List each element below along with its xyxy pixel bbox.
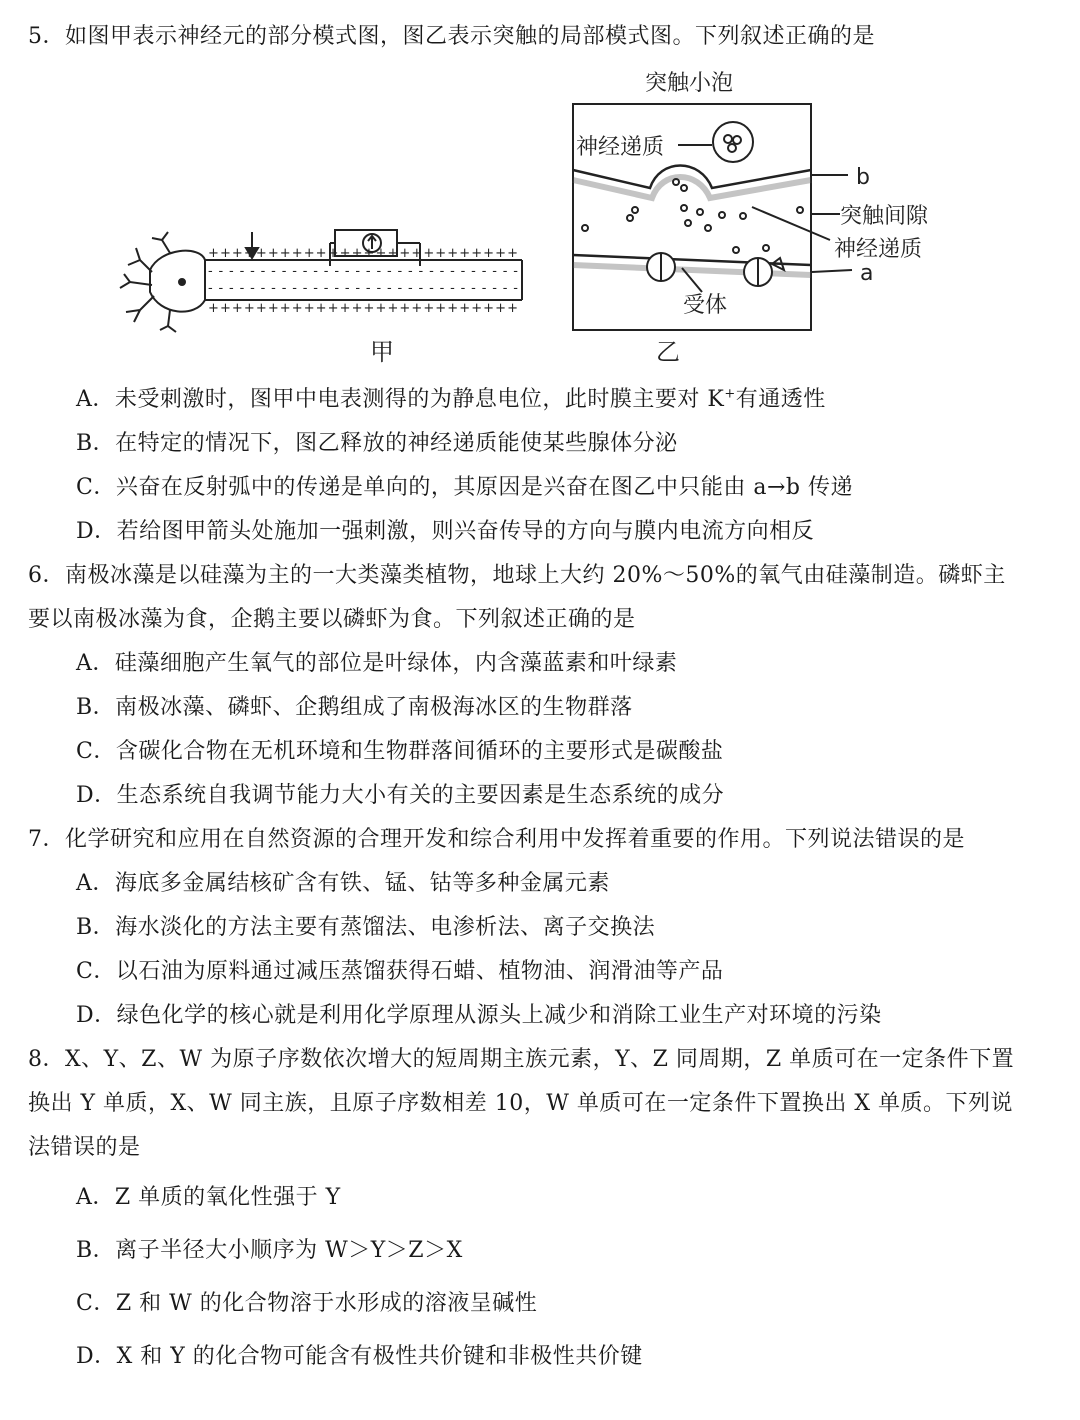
q7-option-c: C．以石油为原料通过减压蒸馏获得石蜡、植物油、润滑油等产品 xyxy=(76,959,724,984)
q7-stem: 7．化学研究和应用在自然资源的合理开发和综合利用中发挥着重要的作用。下列说法错误的是 xyxy=(28,827,966,852)
svg-text:- - - - - - - - - - - - - - -: - - - - - - - - - - - - - - - - - - - - - - - - - - - - - - xyxy=(208,264,518,279)
q6-option-d: D．生态系统自我调节能力大小有关的主要因素是生态系统的成分 xyxy=(76,783,725,808)
q6-option-c: C．含碳化合物在无机环境和生物群落间循环的主要形式是碳酸盐 xyxy=(76,739,724,764)
q8-option-a: A．Z 单质的氧化性强于 Y xyxy=(76,1185,341,1210)
membrane-charges-jia xyxy=(208,246,518,316)
svg-text:- - - - - - - - - - - - - - -: - - - - - - - - - - - - - - - - - - - - - - - - - - - - - - xyxy=(208,281,518,296)
q6-option-a: A．硅藻细胞产生氧气的部位是叶绿体，内含藻蓝素和叶绿素 xyxy=(76,651,678,676)
q6-stem-line2: 要以南极冰藻为食，企鹅主要以磷虾为食。下列叙述正确的是 xyxy=(28,607,636,632)
vesicle-label: 突触小泡 xyxy=(645,71,734,96)
q8-option-d: D．X 和 Y 的化合物可能含有极性共价键和非极性共价键 xyxy=(76,1344,643,1369)
q5-option-b: B．在特定的情况下，图乙释放的神经递质能使某些腺体分泌 xyxy=(76,431,678,456)
q7-option-a: A．海底多金属结核矿含有铁、锰、钴等多种金属元素 xyxy=(76,871,610,896)
label-a: a xyxy=(860,261,874,286)
q6-stem-line1: 6．南极冰藻是以硅藻为主的一大类藻类植物，地球上大约 20%～50%的氧气由硅藻制造。磷虾主 xyxy=(28,563,1006,588)
svg-text:+ + + + + + + + + + + + + + +: + + + + + + + + + + + + + + + + + + + + + + + + + + xyxy=(208,301,518,316)
svg-text:+ + + + + + + + + + + + + + +: + + + + + + + + + + + + + + + + + + + + + + + + + + xyxy=(208,246,518,261)
yi-label: 乙 xyxy=(656,338,680,366)
q8-stem-line2: 换出 Y 单质，X、W 同主族，且原子序数相差 10，W 单质可在一定条件下置换出 X 单质。下列说 xyxy=(28,1091,1014,1116)
transmitter-label-top: 神经递质 xyxy=(576,135,665,160)
q5-option-d: D．若给图甲箭头处施加一强刺激，则兴奋传导的方向与膜内电流方向相反 xyxy=(76,519,815,544)
q7-option-d: D．绿色化学的核心就是利用化学原理从源头上减少和消除工业生产对环境的污染 xyxy=(76,1003,882,1028)
q5-option-c: C．兴奋在反射弧中的传递是单向的，其原因是兴奋在图乙中只能由 a→b 传递 xyxy=(76,475,853,500)
q8-stem-line1: 8．X、Y、Z、W 为原子序数依次增大的短周期主族元素，Y、Z 同周期，Z 单质可在一定条件下置 xyxy=(28,1047,1015,1072)
receptor-label: 受体 xyxy=(683,293,728,318)
transmitter-label-right: 神经递质 xyxy=(834,237,923,262)
q5-stem: 5．如图甲表示神经元的部分模式图，图乙表示突触的局部模式图。下列叙述正确的是 xyxy=(28,24,875,49)
q5-figure xyxy=(0,60,1080,380)
jia-label: 甲 xyxy=(370,338,394,366)
q8-option-b: B．离子半径大小顺序为 W＞Y＞Z＞X xyxy=(76,1238,463,1263)
cleft-label: 突触间隙 xyxy=(840,204,929,229)
q5-option-a: A．未受刺激时，图甲中电表测得的为静息电位，此时膜主要对 K+有通透性 xyxy=(76,386,826,412)
q8-option-c: C．Z 和 W 的化合物溶于水形成的溶液呈碱性 xyxy=(76,1291,538,1316)
q7-option-b: B．海水淡化的方法主要有蒸馏法、电渗析法、离子交换法 xyxy=(76,915,656,940)
q6-option-b: B．南极冰藻、磷虾、企鹅组成了南极海冰区的生物群落 xyxy=(76,695,633,720)
label-b: b xyxy=(856,165,870,190)
q8-stem-line3: 法错误的是 xyxy=(28,1135,141,1160)
